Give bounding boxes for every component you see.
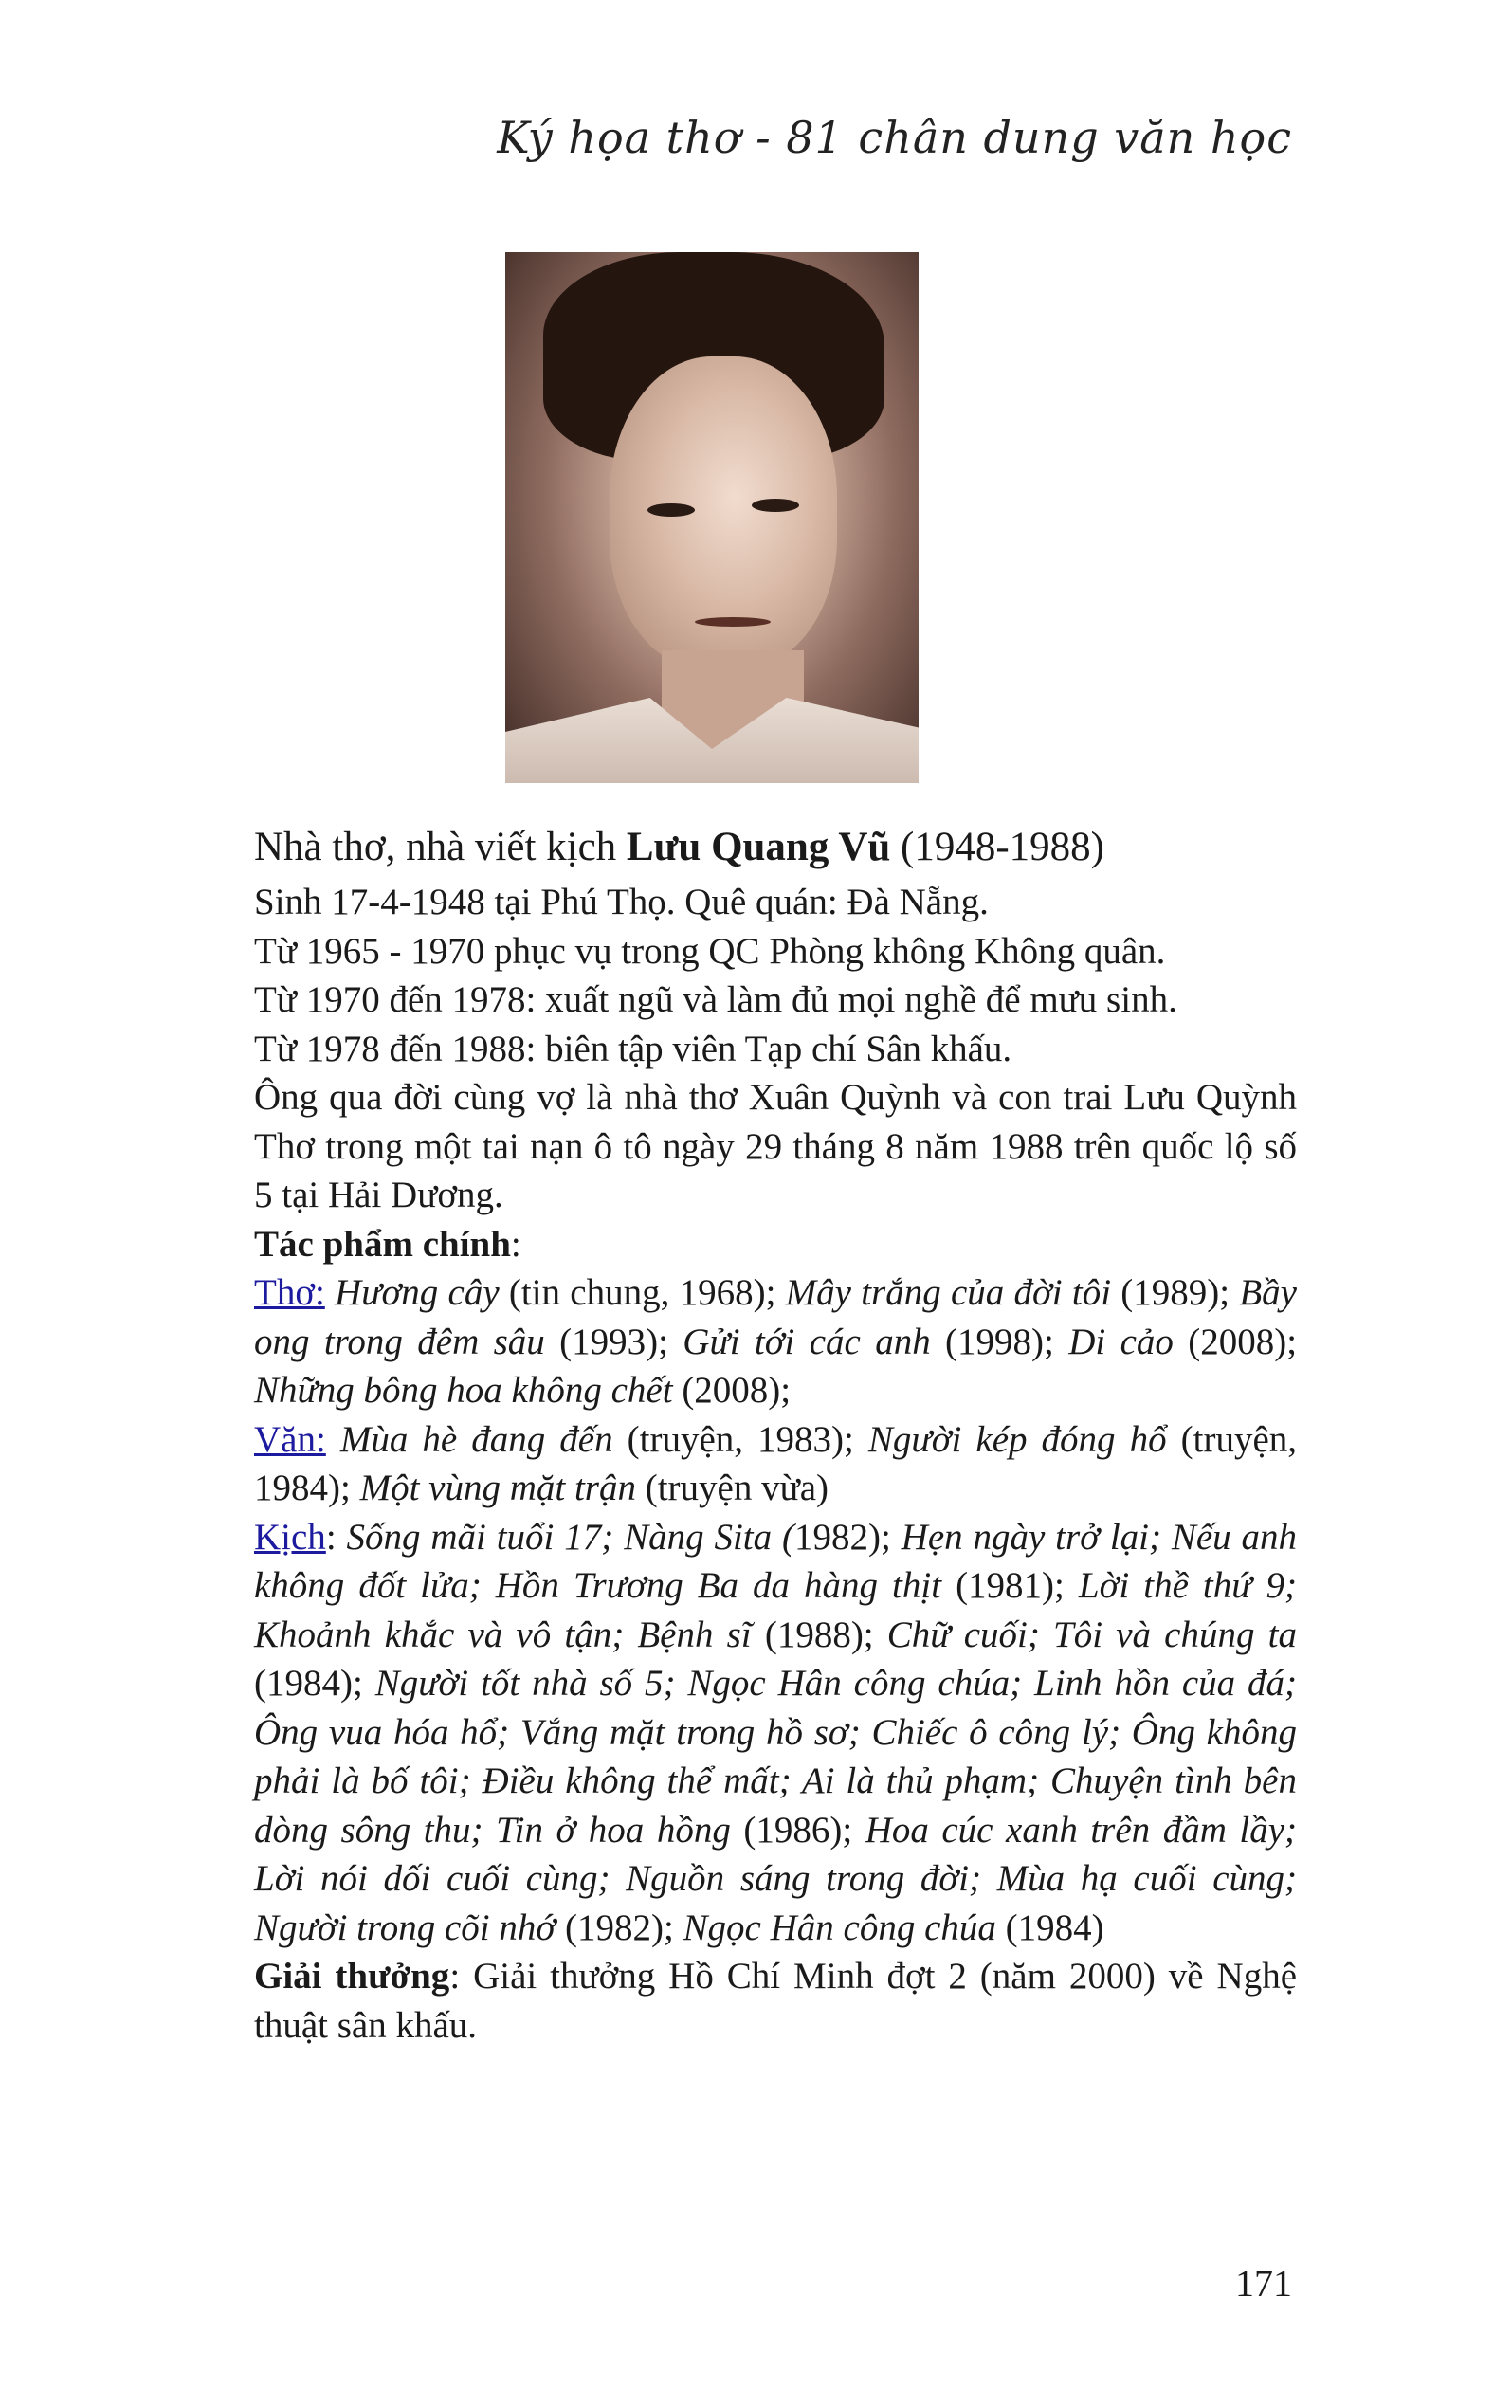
work-title: Bầy ong trong đêm sâu [254,1272,1297,1362]
work-title: Mây trắng của đời tôi [785,1272,1112,1313]
bio-line-work: Từ 1970 đến 1978: xuất ngũ và làm đủ mọi nghề để mưu sinh. [254,979,1177,1020]
work-note: (1982); [556,1906,683,1948]
page-number: 171 [1235,2262,1292,2305]
running-header: Ký họa thơ - 81 chân dung văn học [497,112,1292,163]
work-title: Lời thề thứ 9; Khoảnh khắc và vô tận; Bệnh sĩ [254,1565,1297,1655]
work-note: (1993); [544,1321,683,1362]
work-title: Di cảo [1068,1321,1174,1362]
work-note: (2008); [1173,1321,1298,1362]
works-heading: Tác phẩm chính: [254,1223,521,1265]
work-title: Người tốt nhà số 5; Ngọc Hân công chúa; Linh hồn của đá; Ông vua hóa hổ; Vắng mặt trong hồ sơ; Chiếc ô công lý; Ông không phải là bố tôi; Điều không thể mất; Ai là thủ phạm; Chuyện tình bên dòng sông thu; Tin ở hoa hồng [254,1663,1298,1851]
work-note: (truyện vừa) [635,1468,829,1508]
work-title: Mùa hè đang đến [339,1418,613,1460]
work-note: (1981); [941,1565,1079,1606]
work-title: Những bông hoa không chết [254,1370,673,1411]
award [254,1952,1297,2050]
work-note: (tin chung, 1968); [499,1272,786,1313]
bio-death-note: Ông qua đời cùng vợ là nhà thơ Xuân Quỳnh và con trai Lưu Quỳnh Thơ trong một tai nạn ô tô ngày 29 tháng 8 năm 1988 trên quốc lộ số 5 tại Hải Dương. [254,1077,1297,1215]
work-note: (1984); [254,1663,375,1704]
work-note: (1986); [730,1809,865,1851]
bio-line-birth: Sinh 17-4-1948 tại Phú Thọ. Quê quán: Đà Nẵng. [254,882,989,922]
prose-list [254,1419,1297,1509]
prose-label: Văn: [254,1418,326,1460]
works-prose [254,1415,1297,1513]
award-text: : Giải thưởng Hồ Chí Minh đợt 2 (năm 2000) về Nghệ thuật sân khấu. [254,1956,1298,2046]
works-drama: Kịch: Sống mãi tuổi 17; Nàng Sita (1982); Hẹn ngày trở lại; Nếu anh không đốt lửa; Hồn Trương Ba da hàng thịt (1981); Lời thề thứ 9; Khoảnh khắc và vô tận; Bệnh sĩ (1988); Chữ cuối; Tôi và chúng ta (1984); Người tốt nhà số 5; Ngọc Hân công chúa; Linh hồn của đá; Ông vua hóa hổ; Vắng mặt trong hồ sơ; Chiếc ô công lý; Ông không phải là bố tôi; Điều không thể mất; Ai là thủ phạm; Chuyện tình bên dòng sông thu; Tin ở hoa hồng (1986); Hoa cúc xanh trên đầm lầy; Lời nói dối cuối cùng; Nguồn sáng trong đời; Mùa hạ cuối cùng; Người trong cõi nhớ (1982); Ngọc Hân công chúa (1984) [254,1516,1298,1948]
work-title: Một vùng mặt trận [359,1468,636,1508]
author-portrait [505,252,919,783]
award-label: Giải thưởng [254,1956,450,1997]
work-note: (1989); [1111,1272,1240,1313]
biography-text [254,821,1297,2050]
work-note: 1982); [793,1516,902,1558]
author-title: Nhà thơ, nhà viết kịch Lưu Quang Vũ (1948-1988) [254,825,1105,869]
poetry-label: Thơ: [254,1272,325,1313]
work-note: (2008); [672,1370,792,1411]
work-title: Chữ cuối; Tôi và chúng ta [886,1614,1297,1655]
work-note: (1988); [751,1614,887,1655]
work-title: Hẹn ngày trở lại; Nếu anh không đốt lửa; Hồn Trương Ba da hàng thịt [254,1516,1298,1606]
work-title: Ngọc Hân công chúa [683,1906,996,1948]
bio-line-editor: Từ 1978 đến 1988: biên tập viên Tạp chí Sân khấu. [254,1028,1012,1069]
work-title: Sống mãi tuổi 17; Nàng Sita ( [346,1516,794,1558]
work-title: Gửi tới các anh [683,1321,931,1362]
work-title: Người kép đóng hổ [867,1418,1167,1460]
author-years: (1948-1988) [890,825,1105,869]
works-poetry [254,1268,1297,1415]
work-note: (1984) [995,1906,1104,1948]
work-note: (truyện, 1983); [612,1418,868,1460]
work-note: (truyện, 1984); [254,1418,1298,1508]
work-title: Hương cây [335,1272,500,1313]
bio-line-military: Từ 1965 - 1970 phục vụ trong QC Phòng không Không quân. [254,930,1166,972]
drama-label: Kịch [254,1516,326,1558]
work-note: (1998); [930,1321,1069,1362]
drama-list [254,1517,1297,1948]
work-title: Hoa cúc xanh trên đầm lầy; Lời nói dối cuối cùng; Nguồn sáng trong đời; Mùa hạ cuối cùng; Người trong cõi nhớ [254,1809,1298,1948]
poetry-list [254,1272,1297,1411]
author-name: Lưu Quang Vũ [626,825,891,869]
